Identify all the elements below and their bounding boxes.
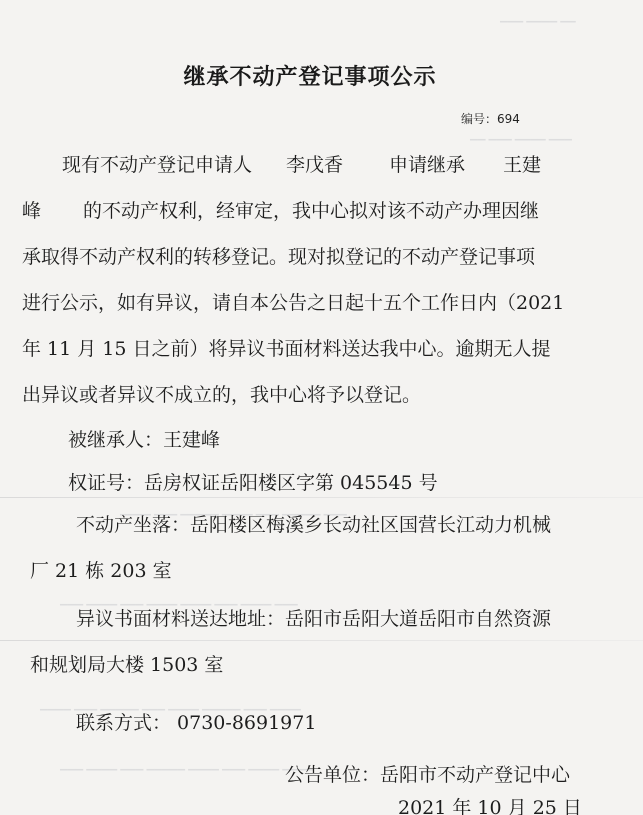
bleed-through-texture: ▁▁▁ ▁▁▁▁ ▁▁▁ ▁▁▁▁ ▁▁▁▁ ▁▁▁ ▁▁▁▁ ▁▁▁	[60, 595, 298, 606]
certificate-line: 权证号：岳房权证岳阳楼区字第 045545 号	[68, 472, 438, 494]
bleed-through-texture: ▁▁▁ ▁▁▁▁ ▁▁▁ ▁▁▁▁▁ ▁▁▁▁ ▁▁▁ ▁▁▁▁ ▁▁▁▁	[60, 760, 313, 771]
decedent-line: 被继承人：王建峰	[68, 429, 221, 451]
contact-line: 联系方式： 0730-8691971	[76, 712, 317, 734]
body-line-1	[62, 150, 541, 177]
document-number: 编号：694	[461, 112, 520, 126]
bleed-through-texture: ▁▁▁▁ ▁▁▁ ▁▁▁▁▁ ▁▁▁▁ ▁▁▁ ▁▁▁▁▁ ▁▁▁	[120, 505, 347, 516]
location-line-1: 不动产坐落：岳阳楼区梅溪乡长动社区国营长江动力机械	[76, 514, 552, 536]
body-line-3: 承取得不动产权利的转移登记。现对拟登记的不动产登记事项	[22, 246, 536, 268]
address-line-2: 和规划局大楼 1503 室	[30, 654, 224, 676]
body-line-6: 出异议或者异议不成立的，我中心将予以登记。	[22, 384, 422, 406]
body-line-2	[22, 196, 539, 223]
bleed-through-texture: ▁▁▁▁ ▁▁▁ ▁▁▁▁▁ ▁▁▁ ▁▁▁▁ ▁▁▁▁▁ ▁▁▁ ▁▁▁▁	[40, 700, 301, 711]
applicant-name: 李戊香	[286, 154, 344, 176]
body-text: 现有不动产登记申请人	[62, 154, 253, 176]
body-text: 的不动产权利，经审定，我中心拟对该不动产办理因继	[83, 200, 540, 222]
body-text: 申请继承	[389, 154, 466, 176]
body-line-4: 进行公示，如有异议，请自本公告之日起十五个工作日内（2021	[22, 292, 565, 314]
issuer-line: 公告单位：岳阳市不动产登记中心	[285, 764, 571, 786]
date-line: 2021 年 10 月 25 日	[398, 797, 582, 815]
paper-fold-line	[0, 640, 643, 641]
paper-fold-line	[0, 497, 643, 498]
body-line-5: 年 11 月 15 日之前）将异议书面材料送达我中心。逾期无人提	[22, 338, 551, 360]
address-line-1: 异议书面材料送达地址：岳阳市岳阳大道岳阳市自然资源	[76, 608, 552, 630]
location-line-2: 厂 21 栋 203 室	[30, 560, 172, 582]
heir-name-part: 王建	[503, 154, 542, 176]
bleed-through-texture: ▁▁ ▁▁▁ ▁▁▁▁ ▁▁▁	[470, 130, 572, 141]
bleed-through-texture: ▁▁▁ ▁▁▁▁ ▁▁	[500, 12, 576, 23]
notice-title: 继承不动产登记事项公示	[183, 65, 437, 90]
heir-name-part: 峰	[22, 200, 42, 222]
